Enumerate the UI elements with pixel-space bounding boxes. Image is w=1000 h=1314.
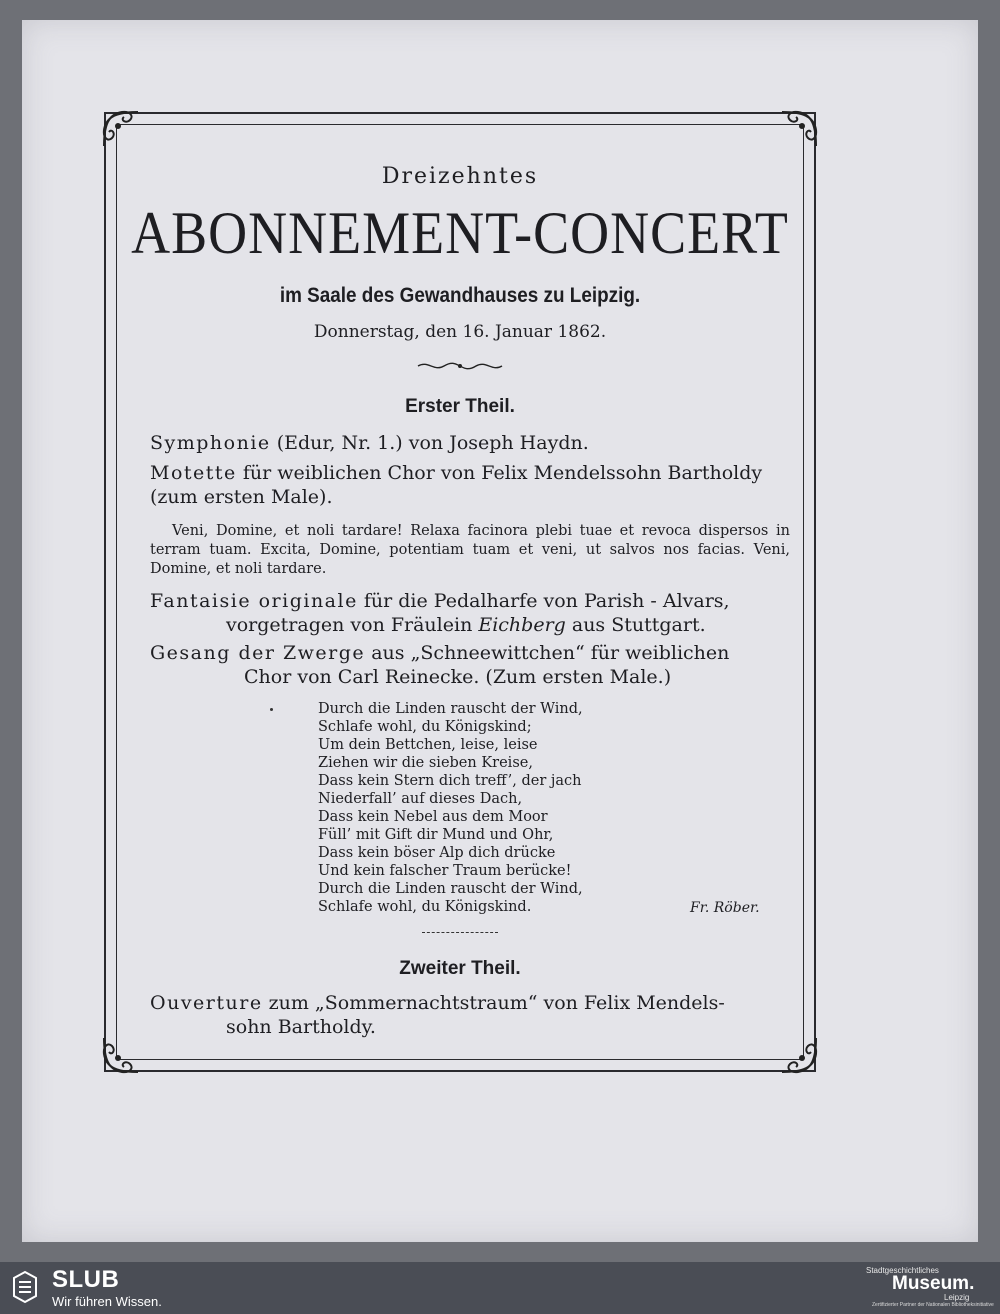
concert-venue: im Saale des Gewandhauses zu Leipzig.	[279, 284, 641, 307]
poem-marker	[270, 708, 273, 711]
fantaisie-perf-post: aus Stuttgart.	[565, 614, 706, 636]
poem-line: Niederfall’ auf dieses Dach,	[318, 791, 523, 807]
museum-partner-note: Zertifizierter Partner der Nationalen Bibliotheksinitiative	[872, 1302, 994, 1308]
overture-line-two: sohn Bartholdy.	[226, 1016, 376, 1038]
symphony-item	[150, 432, 589, 454]
poem-line: Ziehen wir die sieben Kreise,	[318, 755, 533, 771]
overture-details: zum „Sommernachtstraum“ von Felix Mendels-	[262, 992, 725, 1014]
museum-prefix: Stadtgeschichtliches	[866, 1266, 939, 1275]
poem-author: Fr. Röber.	[690, 900, 760, 916]
museum-city: Leipzig	[944, 1293, 970, 1302]
motet-item	[150, 462, 762, 484]
museum-name: Museum.	[892, 1273, 975, 1294]
poem-line: Schlafe wohl, du Königskind.	[318, 899, 532, 915]
library-tagline: Wir führen Wissen.	[52, 1294, 162, 1309]
poem-text	[318, 700, 583, 916]
motet-details: für weiblichen Chor von Felix Mendelssohn Bartholdy	[236, 462, 763, 484]
concert-date: Donnerstag, den 16. Januar 1862.	[313, 322, 607, 342]
concert-number: Dreizehntes	[381, 164, 539, 189]
motet-note: (zum ersten Male).	[150, 486, 333, 508]
poem-line: Durch die Linden rauscht der Wind,	[318, 881, 583, 897]
symphony-details: (Edur, Nr. 1.) von Joseph Haydn.	[270, 432, 589, 454]
poem-line: Dass kein Stern dich treff’, der jach	[318, 773, 582, 789]
footer-bar	[0, 1262, 1000, 1314]
gesang-item	[150, 642, 729, 664]
poem-line: Und kein falscher Traum berücke!	[318, 863, 572, 879]
fantaisie-item	[150, 590, 730, 612]
section-divider	[422, 932, 498, 933]
fantaisie-performer: Eichberg	[478, 614, 566, 636]
fantaisie-name: Fantaisie originale	[150, 590, 358, 612]
fantaisie-perf-pre: vorgetragen von Fräulein	[226, 614, 479, 636]
poem-line: Dass kein böser Alp dich drücke	[318, 845, 556, 861]
motet-name: Motette	[150, 462, 237, 484]
part-two-heading: Zweiter Theil.	[399, 958, 521, 979]
divider-ornament	[416, 360, 504, 372]
gesang-line-two: Chor von Carl Reinecke. (Zum ersten Male.)	[244, 666, 672, 688]
poem-line: Füll’ mit Gift dir Mund und Ohr,	[318, 827, 554, 843]
poem-line: Durch die Linden rauscht der Wind,	[318, 701, 583, 717]
overture-item	[150, 992, 725, 1014]
overture-name: Ouverture	[150, 992, 263, 1014]
symphony-name: Symphonie	[150, 432, 271, 454]
program-content	[116, 124, 804, 1060]
library-name: SLUB	[52, 1266, 120, 1293]
fantaisie-details: für die Pedalharfe von Parish - Alvars,	[357, 590, 730, 612]
poem-line: Schlafe wohl, du Königskind;	[318, 719, 532, 735]
fantaisie-performer-line	[226, 614, 706, 636]
poem-line: Dass kein Nebel aus dem Moor	[318, 809, 548, 825]
gesang-name: Gesang der Zwerge	[150, 642, 366, 664]
slub-logo-icon	[12, 1270, 38, 1304]
gesang-details: aus „Schneewittchen“ für weiblichen	[365, 642, 730, 664]
motet-latin-text: Veni, Domine, et noli tardare! Relaxa facinora plebi tuae et revoca dispersos in terram tuam. Excita, Domine, potentiam tuam et veni, ut salvos nos facias. Veni, Domine, et noli tardare.	[150, 523, 790, 577]
part-one-heading: Erster Theil.	[405, 396, 515, 417]
poem-line: Um dein Bettchen, leise, leise	[318, 737, 538, 753]
concert-title: ABONNEMENT-CONCERT	[131, 199, 789, 267]
